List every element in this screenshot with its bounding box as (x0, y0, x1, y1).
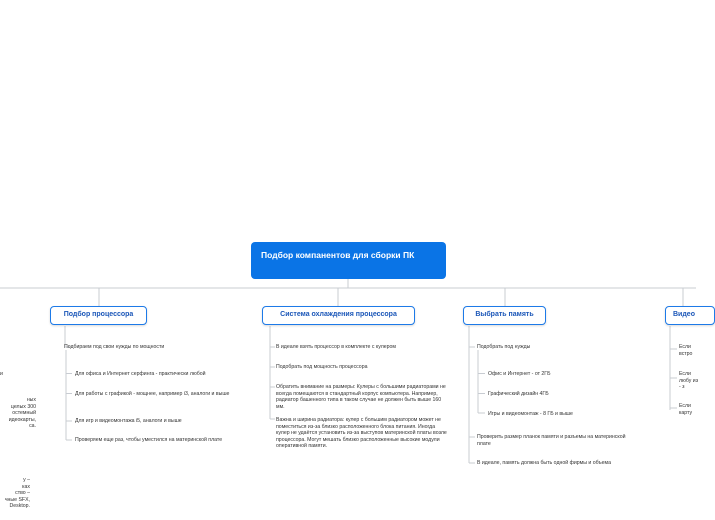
topic-memory-selection[interactable]: Выбрать память (463, 306, 546, 325)
subtopic-processor-motherboard-check[interactable]: Проверяем еще раз, чтобы уместился на материнской плате (75, 437, 223, 443)
subtopic-cooling-width[interactable]: Важна и ширина радиатора: кулер с большим радиатором может не поместиться из-за близко расположенного блока питания. Иногда кулер не удаётся установить из-за выступов материнской платы возле процессора. Могут мешать близко расположенные высокие модули оперативной памяти. (276, 417, 447, 450)
left-cut-off-text-c: у – ках ство – чные SFX, Desktop. (4, 477, 30, 510)
subtopic-processor-gaming[interactable]: Для игр и видеомонтажа i5, аналоги и выше (75, 418, 182, 424)
subtopic-cooling-boxed-cooler[interactable]: В идеале взять процессор в комплекте с кулером (276, 344, 396, 350)
subtopic-processor-graphics[interactable]: Для работы с графикой - мощнее, например i3, аналоги и выше (75, 391, 230, 397)
subtopic-processor-office[interactable]: Для офиса и Интернет серфинга - практически любой (75, 371, 206, 377)
subtopic-cooling-power-match[interactable]: Подобрать под мощность процессора (276, 364, 368, 370)
subtopic-memory-same-brand[interactable]: В идеале, память должна быть одной фирмы и объема (477, 460, 611, 466)
topic-processor-selection[interactable]: Подбор процессора (50, 306, 147, 325)
subtopic-video-2[interactable]: Если любу из - з (679, 371, 699, 391)
subtopic-video-3[interactable]: Если карту (679, 403, 693, 416)
subtopic-memory-gaming[interactable]: Игры и видеомонтаж - 8 ГБ и выше (488, 411, 573, 417)
subtopic-memory-needs[interactable]: Подобрать под нужды (477, 344, 531, 350)
central-topic-label: Подбор компанентов для сборки ПК (261, 250, 415, 260)
topic-video-card[interactable]: Видео (665, 306, 715, 325)
left-cut-off-text-b: ных целых 300 остемный идеокарты, са. (8, 397, 36, 430)
subtopic-processor-power[interactable]: Подбираем под свои нужды по мощности (64, 344, 165, 350)
topic-cpu-cooling[interactable]: Система охлаждения процессора (262, 306, 415, 325)
subtopic-cooling-size[interactable]: Обратить внимание на размеры: Кулеры с большими радиаторами не всегда помещаются в стандартный корпус компьютера. Например, радиатор башенного типа в таком случае не должен быть выше 160 мм. (276, 384, 446, 410)
left-cut-off-text-a: и (0, 371, 3, 377)
subtopic-memory-office[interactable]: Офис и Интернет - от 2ГБ (488, 371, 551, 377)
subtopic-memory-slots-check[interactable]: Проверить размер планок памяти и разъемы на материнской плате (477, 434, 626, 447)
subtopic-memory-design[interactable]: Графический дизайн 4ГБ (488, 391, 549, 397)
central-topic[interactable] (251, 242, 446, 279)
subtopic-video-1[interactable]: Если встро (679, 344, 693, 357)
